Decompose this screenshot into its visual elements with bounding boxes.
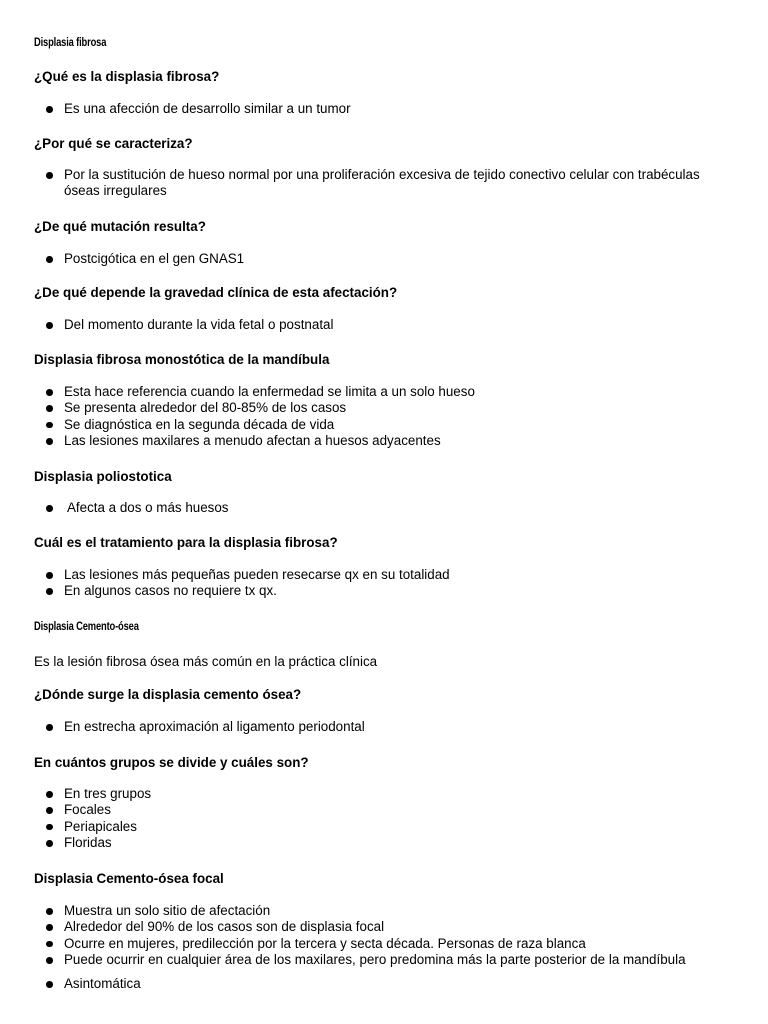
question-heading: En cuántos grupos se divide y cuáles son? — [34, 755, 309, 770]
list-item: En estrecha aproximación al ligamento periodontal — [34, 719, 734, 735]
list-item: Del momento durante la vida fetal o postnatal — [34, 317, 734, 333]
bullet-list — [34, 903, 734, 969]
list-item: Las lesiones maxilares a menudo afectan a huesos adyacentes — [34, 433, 734, 449]
list-item: Puede ocurrir en cualquier área de los maxilares, pero predomina más la parte posterior de la mandíbula — [34, 952, 734, 968]
bullet-list — [34, 976, 734, 992]
list-item: Por la sustitución de hueso normal por una proliferación excesiva de tejido conectivo celular con trabéculas óseas irregulares — [34, 167, 734, 200]
list-item: Periapicales — [34, 819, 734, 835]
clipped-page-edge — [0, 976, 768, 992]
question-heading: ¿Qué es la displasia fibrosa? — [34, 69, 220, 84]
section-title: Displasia fibrosa — [34, 35, 107, 49]
question-heading: ¿Por qué se caracteriza? — [34, 136, 193, 151]
list-item: Asintomática — [34, 976, 734, 992]
question-heading: Cuál es el tratamiento para la displasia fibrosa? — [34, 535, 338, 550]
question-heading: ¿De qué mutación resulta? — [34, 219, 206, 234]
bullet-list — [34, 567, 734, 600]
bullet-list — [34, 786, 734, 852]
question-heading: ¿De qué depende la gravedad clínica de esta afectación? — [34, 285, 398, 300]
section-title: Displasia Cemento-ósea — [34, 619, 139, 633]
list-item: Floridas — [34, 835, 734, 851]
bullet-list — [34, 101, 734, 117]
intro-paragraph: Es la lesión fibrosa ósea más común en la práctica clínica — [34, 654, 378, 669]
list-item: En tres grupos — [34, 786, 734, 802]
bullet-list — [34, 251, 734, 267]
question-heading: ¿Dónde surge la displasia cemento ósea? — [34, 687, 302, 702]
bullet-list — [34, 500, 734, 516]
list-item: En algunos casos no requiere tx qx. — [34, 583, 734, 599]
subsection-heading: Displasia poliostotica — [34, 469, 172, 484]
list-item: Ocurre en mujeres, predilección por la tercera y secta década. Personas de raza blanca — [34, 936, 734, 952]
bullet-list — [34, 719, 734, 735]
subsection-heading: Displasia Cemento-ósea focal — [34, 871, 224, 886]
list-item: Es una afección de desarrollo similar a un tumor — [34, 101, 734, 117]
bullet-list — [34, 384, 734, 450]
list-item: Alrededor del 90% de los casos son de displasia focal — [34, 919, 734, 935]
list-item: Muestra un solo sitio de afectación — [34, 903, 734, 919]
subsection-heading: Displasia fibrosa monostótica de la mandíbula — [34, 352, 330, 367]
bullet-list — [34, 317, 734, 333]
bullet-list — [34, 167, 734, 200]
list-item: Afecta a dos o más huesos — [34, 500, 734, 516]
list-item: Se diagnóstica en la segunda década de vida — [34, 417, 734, 433]
list-item: Las lesiones más pequeñas pueden resecarse qx en su totalidad — [34, 567, 734, 583]
list-item: Esta hace referencia cuando la enfermedad se limita a un solo hueso — [34, 384, 734, 400]
list-item: Focales — [34, 802, 734, 818]
list-item: Se presenta alrededor del 80-85% de los casos — [34, 400, 734, 416]
list-item: Postcigótica en el gen GNAS1 — [34, 251, 734, 267]
